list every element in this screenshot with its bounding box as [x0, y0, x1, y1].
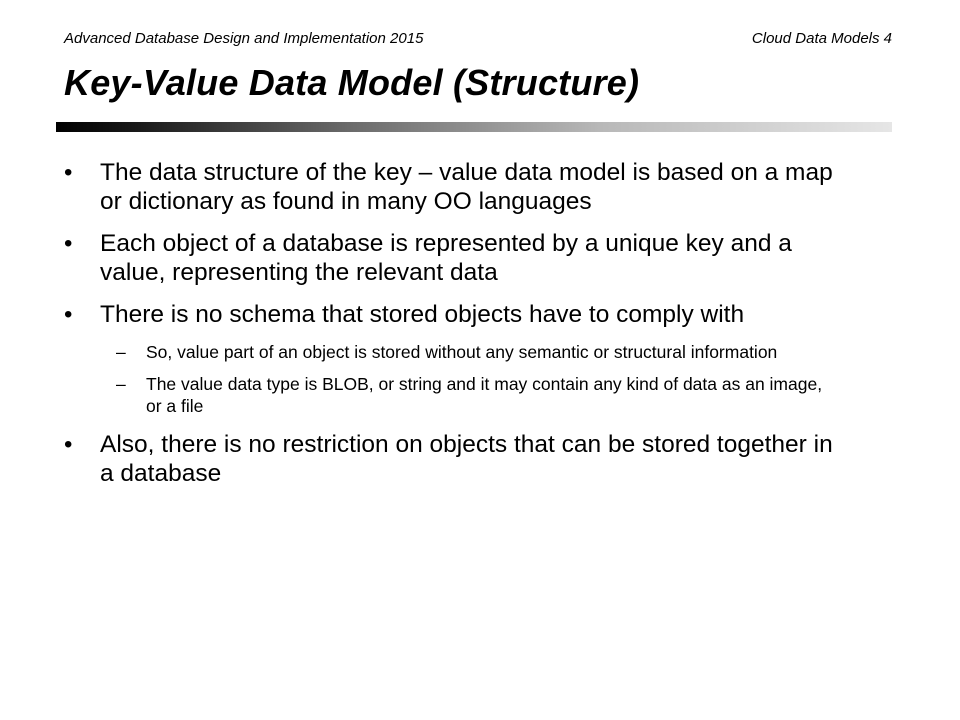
sub-bullet-text: The value data type is BLOB, or string and it may contain any kind of data as an image, or a file — [146, 374, 823, 416]
sub-bullet-item — [100, 373, 842, 417]
sub-bullet-item — [100, 341, 842, 363]
dash-icon: – — [116, 374, 126, 394]
bullet-dot-icon: • — [64, 159, 73, 186]
bullet-text: The data structure of the key – value data model is based on a map or dictionary as found in many OO languages — [100, 159, 833, 215]
bullet-text: There is no schema that stored objects have to comply with — [100, 301, 745, 328]
slide-title: Key-Value Data Model (Structure) — [64, 62, 640, 103]
header-slide-label: Cloud Data Models 4 — [751, 30, 892, 47]
bullet-list — [62, 158, 842, 488]
header-course-title: Advanced Database Design and Implementation 2015 — [64, 30, 424, 47]
bullet-dot-icon: • — [64, 301, 73, 328]
sub-bullet-list — [100, 341, 842, 417]
bullet-item — [62, 229, 842, 287]
bullet-item — [62, 300, 842, 417]
bullet-dot-icon: • — [64, 431, 73, 458]
bullet-item — [62, 430, 842, 488]
bullet-dot-icon: • — [64, 230, 73, 257]
slide-content — [62, 158, 842, 501]
bullet-text: Each object of a database is represented by a unique key and a value, representing the relevant data — [100, 230, 792, 286]
title-underline — [56, 122, 892, 132]
sub-bullet-text: So, value part of an object is stored without any semantic or structural information — [146, 342, 778, 362]
bullet-item — [62, 158, 842, 216]
bullet-text: Also, there is no restriction on objects that can be stored together in a database — [100, 431, 833, 487]
dash-icon: – — [116, 342, 126, 362]
